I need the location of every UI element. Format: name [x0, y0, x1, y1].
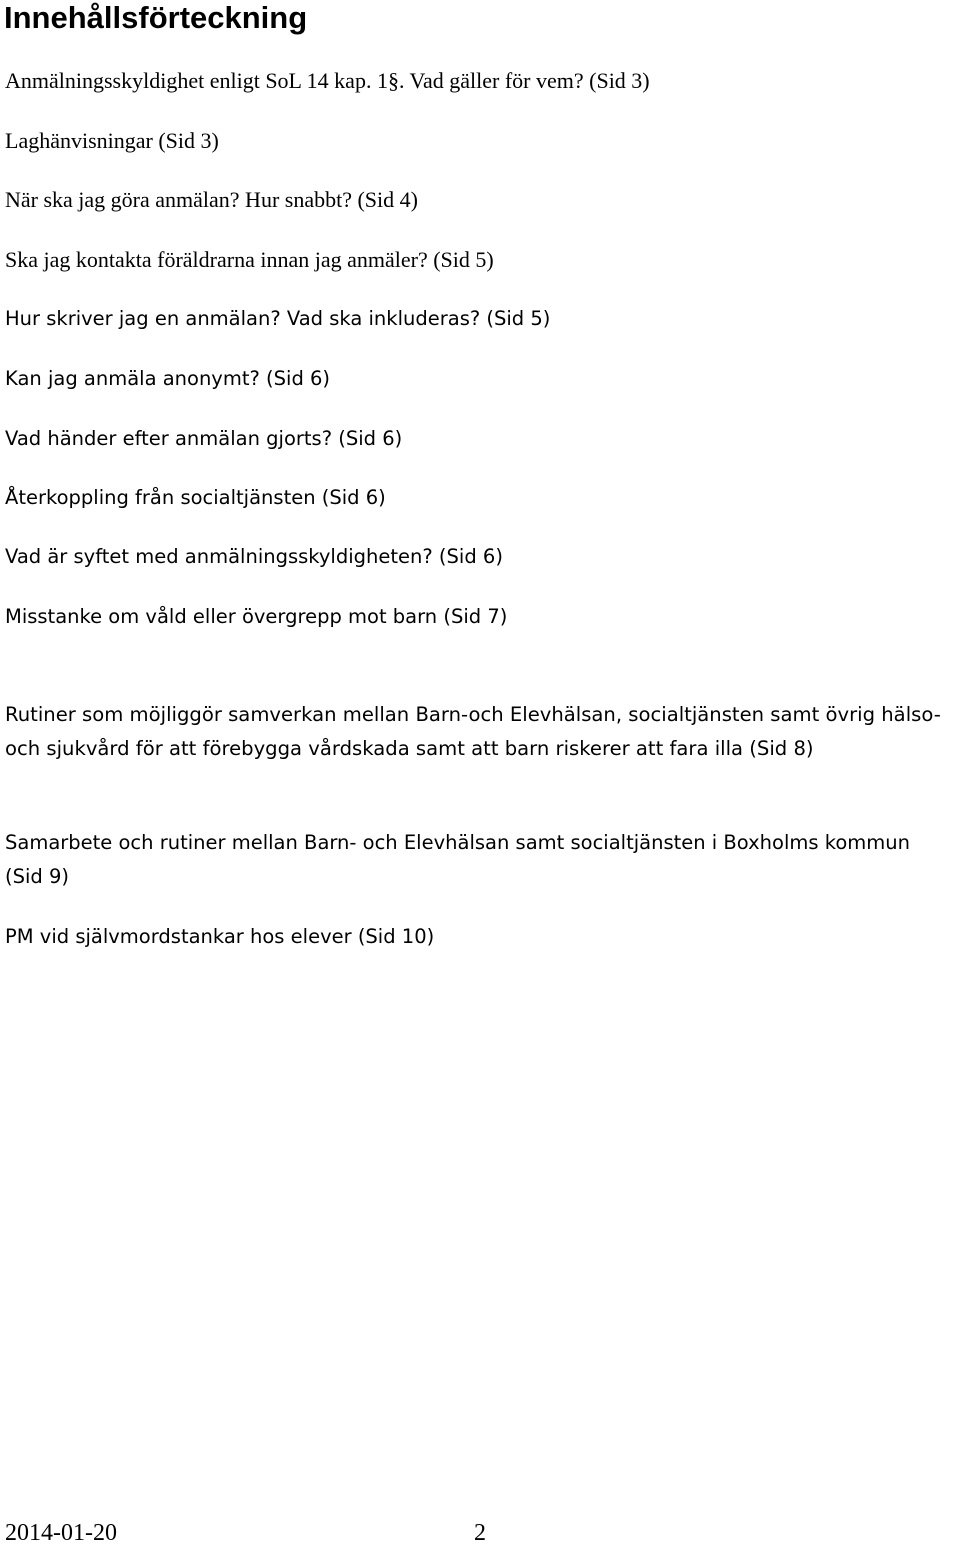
toc-item: Rutiner som möjliggör samverkan mellan Barn-och Elevhälsan, socialtjänsten samt övrig hälso- och sjukvård för att förebygga vårdskada samt att barn riskerer att fara illa (Sid 8): [5, 703, 941, 760]
page-title: Innehållsförteckning: [4, 0, 308, 35]
footer-date: 2014-01-20: [5, 1520, 117, 1546]
toc-item: Laghänvisningar (Sid 3): [5, 128, 219, 153]
toc-item: Samarbete och rutiner mellan Barn- och Elevhälsan samt socialtjänsten i Boxholms kommun (Sid 9): [5, 831, 910, 888]
toc-item: PM vid självmordstankar hos elever (Sid 10): [5, 925, 435, 948]
footer-page-number: 2: [474, 1520, 486, 1546]
toc-item: Vad är syftet med anmälningsskyldigheten? (Sid 6): [5, 545, 503, 568]
toc-item: Anmälningsskyldighet enligt SoL 14 kap. 1§. Vad gäller för vem? (Sid 3): [5, 68, 650, 93]
toc-item: Återkoppling från socialtjänsten (Sid 6): [5, 486, 386, 509]
toc-item: Kan jag anmäla anonymt? (Sid 6): [5, 367, 331, 390]
toc-item: Misstanke om våld eller övergrepp mot barn (Sid 7): [5, 605, 508, 628]
toc-item: Hur skriver jag en anmälan? Vad ska inkluderas? (Sid 5): [5, 307, 551, 330]
toc-item: Vad händer efter anmälan gjorts? (Sid 6): [5, 427, 403, 450]
toc-item: Ska jag kontakta föräldrarna innan jag anmäler? (Sid 5): [5, 247, 494, 272]
toc-item: När ska jag göra anmälan? Hur snabbt? (Sid 4): [5, 187, 418, 212]
